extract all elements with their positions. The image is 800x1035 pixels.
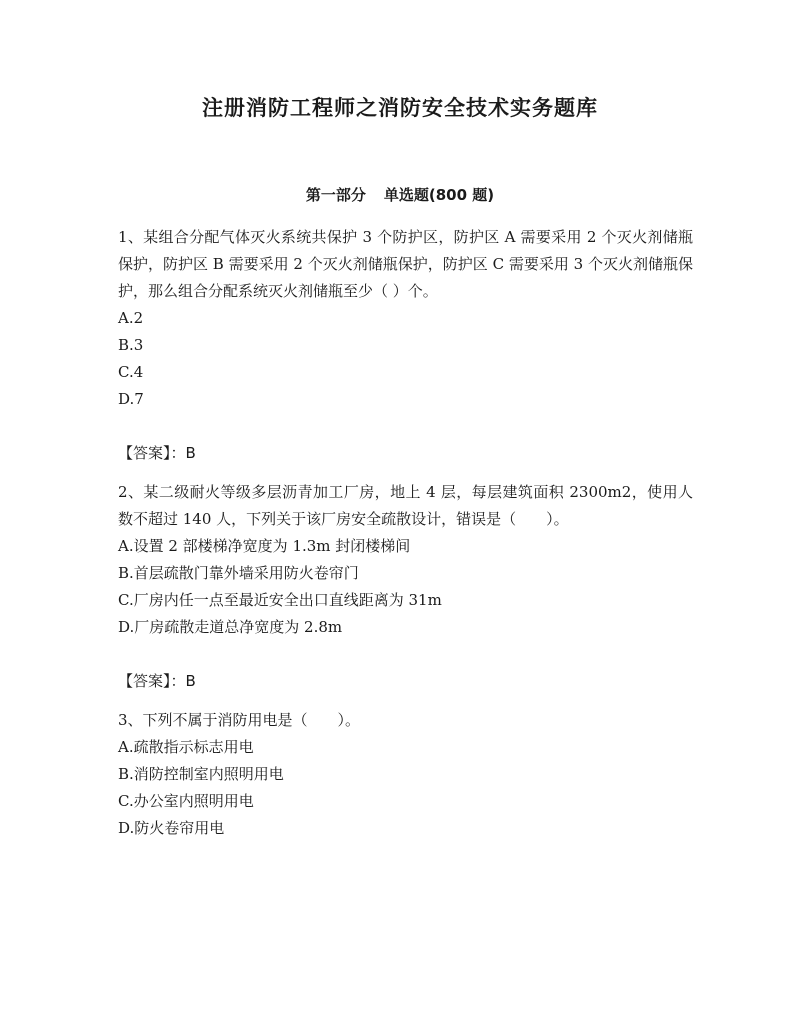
section-part: 第一部分 (305, 186, 366, 204)
option-b: B.3 (118, 336, 144, 354)
option-d: D.防火卷帘用电 (118, 819, 225, 837)
question-3 (118, 707, 693, 842)
option-c: C.办公室内照明用电 (118, 792, 254, 810)
option-c: C.厂房内任一点至最近安全出口直线距离为 31m (118, 591, 442, 609)
option-a: A.疏散指示标志用电 (118, 738, 254, 756)
section-heading (0, 184, 800, 205)
option-d: D.厂房疏散走道总净宽度为 2.8m (118, 618, 343, 636)
question-stem: 2、某二级耐火等级多层沥青加工厂房，地上 4 层，每层建筑面积 2300m2，使用人数不超过 140 人，下列关于该厂房安全疏散设计，错误是（ ）。 (118, 483, 693, 528)
option-a: A.2 (118, 309, 144, 327)
question-list (118, 224, 693, 842)
document-title: 注册消防工程师之消防安全技术实务题库 (202, 96, 598, 120)
option-d: D.7 (118, 390, 144, 408)
question-1 (118, 224, 693, 467)
answer-label: 【答案】：B (118, 672, 196, 690)
answer-label: 【答案】：B (118, 444, 196, 462)
option-a: A.设置 2 部楼梯净宽度为 1.3m 封闭楼梯间 (118, 537, 411, 555)
option-b: B.消防控制室内照明用电 (118, 765, 284, 783)
option-c: C.4 (118, 363, 144, 381)
section-name: 单选题(800 题) (383, 186, 495, 204)
question-2 (118, 479, 693, 695)
question-stem: 3、下列不属于消防用电是（ ）。 (118, 711, 361, 729)
question-stem: 1、某组合分配气体灭火系统共保护 3 个防护区，防护区 A 需要采用 2 个灭火剂储瓶保护，防护区 B 需要采用 2 个灭火剂储瓶保护，防护区 C 需要采用 3 个灭火剂储瓶保护，那么组合分配系统灭火剂储瓶至少（ ）个。 (118, 228, 693, 300)
option-b: B.首层疏散门靠外墙采用防火卷帘门 (118, 564, 359, 582)
